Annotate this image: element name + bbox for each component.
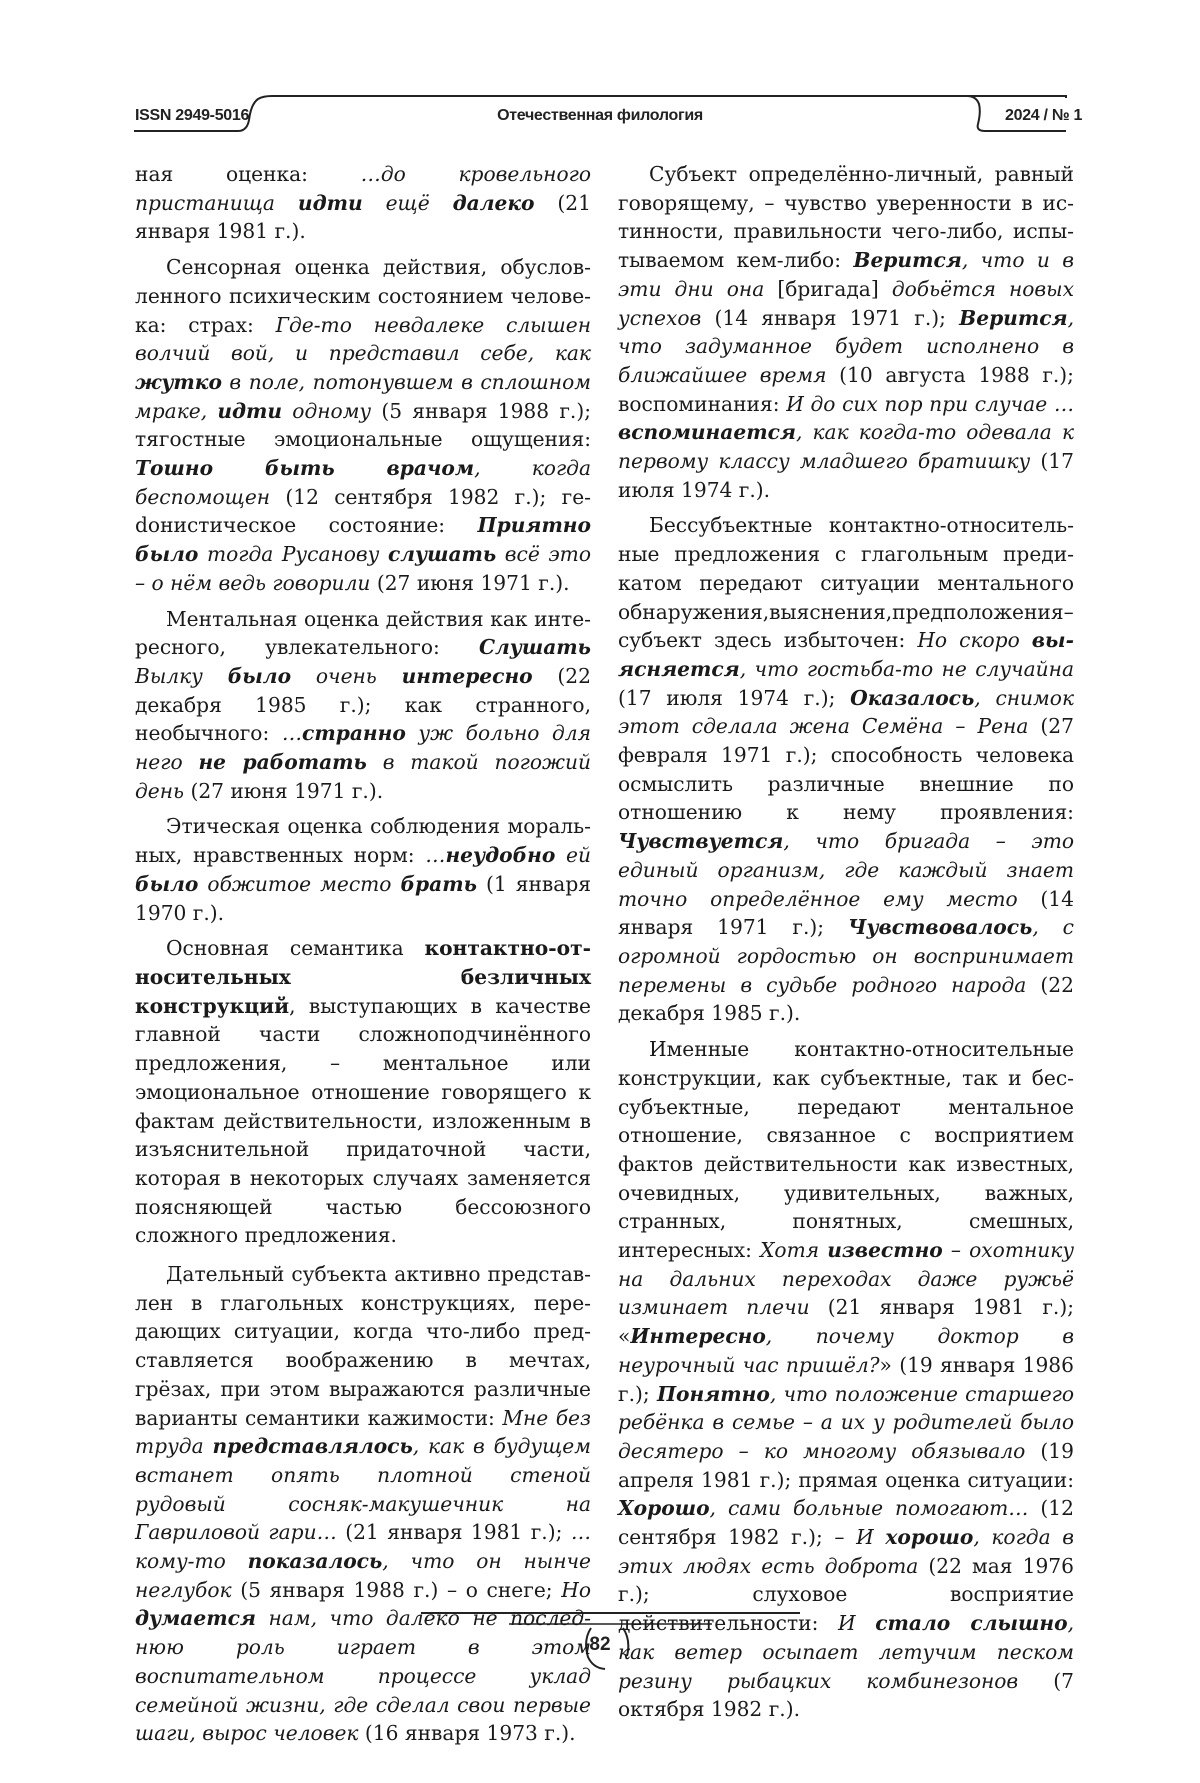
example-text: Хотя xyxy=(760,1238,828,1263)
example-text: И xyxy=(838,1611,876,1636)
body-text: (21 января 1981 г.); xyxy=(336,1520,571,1545)
example-text: , снимок этот сделала жена Семёна – Рена xyxy=(618,685,1074,739)
example-text: , что задуманное будет исполнено в ближайшее время xyxy=(618,305,1074,387)
body-text: (19 апреля 1981 г.); прямая оценка ситуации: xyxy=(618,1438,1074,1492)
body-text: Субъект определённо-личный, равный говорящему, – чувство уверенности в истинности, правильности чего-либо, испытываемом кем-либо: xyxy=(618,162,1074,273)
example-text: – охотнику на дальних переходах даже ружьё изминает плечи xyxy=(618,1238,1075,1320)
emphasized-term: брать xyxy=(400,871,477,896)
paragraph xyxy=(135,253,591,597)
body-text: (27 июня 1971 г.). xyxy=(370,570,570,595)
body-text: (16 января 1973 г.). xyxy=(358,1721,576,1746)
emphasized-term: хорошо xyxy=(885,1525,974,1550)
body-text: [бригада] xyxy=(764,276,892,301)
emphasized-term: далеко xyxy=(452,190,535,215)
emphasized-term: было xyxy=(227,663,292,688)
example-text: , что гостьба-то не случайна xyxy=(739,656,1074,681)
example-text: Где-то невдалеке слышен волчий вой, и представил себе, как xyxy=(135,312,591,366)
body-text: (17 июля 1974 г.); xyxy=(618,685,851,710)
body-text: Основная семантика xyxy=(166,936,425,961)
emphasized-term: слушать xyxy=(387,542,497,567)
paragraph xyxy=(135,605,591,806)
example-text: очень xyxy=(291,663,402,688)
right-column xyxy=(618,160,1074,1724)
paragraph xyxy=(618,160,1074,504)
emphasized-term: Понятно xyxy=(656,1381,770,1406)
example-text: обжитое место xyxy=(198,871,401,896)
emphasized-term: неудобно xyxy=(445,843,556,868)
issn-label: ISSN 2949-5016 xyxy=(135,107,250,124)
example-text: в поле, потонувшем в сплошном мраке, xyxy=(135,369,591,423)
paragraph xyxy=(135,934,591,1250)
body-text: ная оценка: xyxy=(135,162,361,186)
body-text: (21 января 1981 г.); « xyxy=(618,1295,1074,1349)
example-text: , когда в этих людях есть доброта xyxy=(618,1525,1075,1578)
example-text: в такой погожий день xyxy=(135,750,591,803)
emphasized-term: идти xyxy=(217,398,283,423)
body-text: (14 января 1971 г.); xyxy=(618,886,1074,940)
example-text: ей xyxy=(555,843,591,868)
example-text: одному xyxy=(282,398,372,423)
example-text: , что положение старшего ребёнка в семье – а их у родителей было десятеро – ко многому обязывало xyxy=(618,1381,1074,1463)
paragraph xyxy=(618,511,1074,1028)
example-text: … xyxy=(281,721,303,746)
example-text: , что бригада – это единый организм, где каждый знает точно определённое ему место xyxy=(618,829,1074,911)
body-text: (22 мая 1976 г.); слуховое восприятие действительности: xyxy=(618,1553,1074,1636)
body-text: Этическая оценка соблюдения моральных, нравственных норм: xyxy=(135,814,591,868)
paragraph xyxy=(135,812,591,927)
body-text: (5 января 1988 г.); тягостные эмоциональные ощущения: xyxy=(135,398,591,452)
emphasized-term: Верится xyxy=(959,305,1068,330)
example-text: Но скоро xyxy=(917,628,1032,653)
body-text: (17 июля 1974 г.). xyxy=(618,449,1074,502)
example-text: , сами больные помогают… xyxy=(709,1496,1029,1521)
body-text: (12 сентября 1982 г.); геdонистическое состояние: xyxy=(135,484,591,538)
body-text: Именные контактно-относительные конструкции, как субъектные, так и бессубъектные, передают ментальное отношение, связанное с восприятием фактов действительности как известных, очевидных, удивительных, важных, странных, понятных, смешных, интересных: xyxy=(618,1037,1074,1263)
paragraph xyxy=(135,1260,591,1748)
body-text: (5 января 1988 г.) – о снеге; xyxy=(231,1577,562,1602)
example-text: , почему доктор в неурочный час пришёл? xyxy=(618,1324,1074,1377)
example-text: Мне без труда xyxy=(135,1405,591,1459)
body-text: (22 декабря 1985 г.). xyxy=(618,972,1074,1026)
example-text: , когда беспомощен xyxy=(135,456,591,509)
body-text: (27 июня 1971 г.). xyxy=(184,778,384,803)
example-text: …кому-то xyxy=(135,1520,591,1574)
example-text: , как когда-то одевала к первому классу младшего братишку xyxy=(618,420,1074,474)
example-text: добьётся новых успехов xyxy=(618,276,1074,330)
emphasized-term: контактно-относительных безличных конструкций xyxy=(135,936,591,1018)
emphasized-term: интересно xyxy=(401,663,533,688)
body-text: (21 января 1981 г.). xyxy=(135,190,591,244)
example-text: нам, что далеко не последнюю роль играет в этом воспитательном процессе уклад семейной жизни, где сделал свои первые шаги, вырос человек xyxy=(135,1606,591,1746)
example-text: всё это – о нём ведь говорили xyxy=(135,542,591,595)
example-text: Вылку xyxy=(135,663,228,688)
emphasized-term: Чувствуется xyxy=(618,829,784,854)
emphasized-term: Интересно xyxy=(630,1324,766,1349)
example-text: , как ветер осыпает летучим песком резину рыбацких комбинезонов xyxy=(618,1611,1074,1693)
emphasized-term: странно xyxy=(302,721,406,746)
body-text: Дательный субъекта активно представлен в глагольных конструкциях, передающих ситуации, когда что-либо представляется воображению в мечтах, грёзах, при этом выражаются различные варианты семантики кажимости: xyxy=(135,1262,591,1430)
example-text: тогда Русанову xyxy=(198,542,388,567)
emphasized-term: Чувствовалось xyxy=(848,915,1033,940)
body-text: (27 февраля 1971 г.); способность человека осмыслить различные внешние по отношению к нему проявления: xyxy=(618,714,1074,825)
body-text: (14 января 1971 г.); xyxy=(701,305,960,330)
example-text: уж больно для него xyxy=(135,721,591,775)
emphasized-term: известно xyxy=(827,1238,943,1263)
issue-label: 2024 / № 1 xyxy=(1005,107,1083,124)
body-text: Ментальная оценка действия как интересного, увлекательного: xyxy=(135,606,591,660)
journal-title: Отечественная филология xyxy=(497,107,703,124)
emphasized-term: не работать xyxy=(198,750,367,775)
example-text: , что и в эти дни она xyxy=(618,248,1074,301)
body-text: (22 декабря 1985 г.); как странного, необычного: xyxy=(135,663,591,746)
emphasized-term: Верится xyxy=(853,248,962,273)
emphasized-term: стало слышно xyxy=(875,1611,1068,1636)
emphasized-term: показалось xyxy=(247,1549,383,1574)
emphasized-term: Оказалось xyxy=(850,685,975,710)
left-column xyxy=(135,160,591,1748)
example-text: , с огромной гордостью он воспринимает перемены в судьбе родного народа xyxy=(618,915,1074,997)
example-text: И до сих пор при случае … xyxy=(786,391,1075,416)
example-text: ещё xyxy=(362,190,453,215)
body-text: (7 октября 1982 г.). xyxy=(618,1668,1074,1722)
body-text: Бессубъектные контактно-относительные предложения с глагольным предикатом передают ситуации ментального обнаружения,выяснения,предположения– субъект здесь избыточен: xyxy=(618,513,1074,653)
emphasized-term: было xyxy=(135,871,199,896)
emphasized-term: выясняется xyxy=(618,628,1074,681)
emphasized-term: вспоминается xyxy=(618,420,796,445)
example-text: … xyxy=(425,843,446,868)
example-text: Но xyxy=(561,1577,591,1602)
emphasized-term: Тошно быть врачом xyxy=(135,456,475,481)
emphasized-term: Приятно было xyxy=(135,513,591,567)
body-text: (12 сентября 1982 г.); – xyxy=(618,1496,1074,1550)
emphasized-term: Хорошо xyxy=(618,1496,710,1521)
example-text: …до кровельного пристанища xyxy=(135,162,591,215)
body-text: , выступающих в качестве главной части сложноподчинённого предложения, – ментальное или эмоциональное отношение говорящего к фактам действительности, изложенным в изъяснительной придаточной части, которая в некоторых случаях заменяется поясняющей частью бессоюзного сложного предложения. xyxy=(135,993,591,1248)
body-text: Сенсорная оценка действия, обусловленного психическим состоянием человека: страх: xyxy=(135,255,591,337)
emphasized-term: представлялось xyxy=(212,1434,413,1459)
body-text: (1 января 1970 г.). xyxy=(135,871,591,925)
emphasized-term: жутко xyxy=(135,369,222,394)
example-text: , как в будущем встанет опять плотной стеной рудовый сосняк-макушечник на Гавриловой гари… xyxy=(135,1434,591,1545)
paragraph xyxy=(135,160,591,246)
page-number: 82 xyxy=(589,1634,611,1655)
body-text: (10 августа 1988 г.); воспоминания: xyxy=(618,362,1074,416)
emphasized-term: думается xyxy=(135,1606,256,1631)
emphasized-term: идти xyxy=(297,190,363,215)
body-text: » (19 января 1986 г.); xyxy=(618,1352,1074,1406)
emphasized-term: Слушать xyxy=(478,635,591,660)
example-text: И xyxy=(856,1525,886,1550)
example-text: , что он нынче неглубок xyxy=(135,1549,591,1602)
paragraph xyxy=(618,1035,1074,1724)
